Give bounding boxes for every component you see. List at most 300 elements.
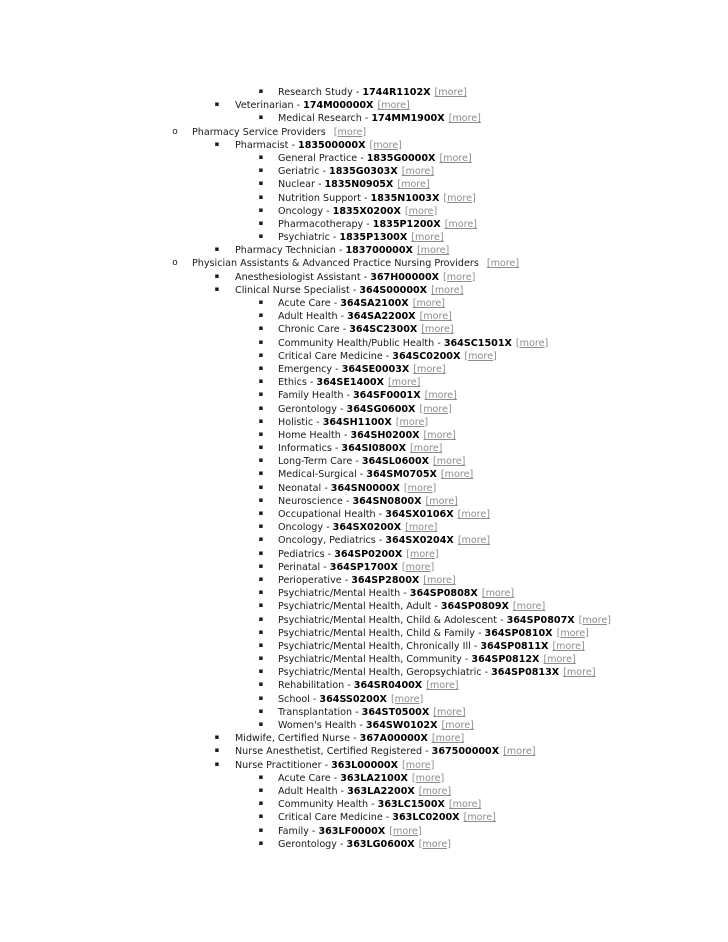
more-link[interactable]: [more] xyxy=(563,667,596,679)
taxonomy-code: 363LA2100X xyxy=(340,772,408,784)
taxonomy-item xyxy=(0,811,728,824)
item-name: Transplantation xyxy=(278,706,353,718)
item-text: Community Health - 363LC1500X [more] xyxy=(278,799,482,811)
more-link[interactable]: [more] xyxy=(404,205,438,217)
taxonomy-item xyxy=(0,482,728,495)
item-name: General Practice xyxy=(278,152,358,164)
taxonomy-code: 363LG0600X xyxy=(346,838,415,850)
item-name: Community Health/Public Health xyxy=(278,337,435,349)
square-bullet-icon: ▪ xyxy=(258,614,264,623)
taxonomy-code: 364SP0812X xyxy=(471,654,540,666)
more-link[interactable]: [more] xyxy=(448,799,482,811)
taxonomy-code: 364SN0000X xyxy=(330,482,400,494)
taxonomy-item xyxy=(0,732,728,745)
more-link[interactable]: [more] xyxy=(464,350,497,362)
taxonomy-code: 1744R1102X xyxy=(362,87,431,98)
taxonomy-item xyxy=(0,706,728,719)
item-name: Long-Term Care xyxy=(278,456,353,468)
square-bullet-icon: ▪ xyxy=(258,311,264,320)
taxonomy-item xyxy=(0,495,728,508)
taxonomy-item xyxy=(0,759,728,772)
square-bullet-icon: ▪ xyxy=(258,377,264,386)
square-bullet-icon: ▪ xyxy=(258,443,264,452)
square-bullet-icon: ▪ xyxy=(258,838,264,847)
item-text: School - 364SS0200X [more] xyxy=(278,693,424,705)
item-text: Transplantation - 364ST0500X [more] xyxy=(278,706,466,718)
taxonomy-code: 363LC1500X xyxy=(377,799,445,811)
item-text: Oncology - 364SX0200X [more] xyxy=(278,522,438,534)
square-bullet-icon: ▪ xyxy=(258,825,264,834)
taxonomy-item xyxy=(0,442,728,455)
item-text: Critical Care Medicine - 364SC0200X [more] xyxy=(278,350,497,362)
more-link[interactable]: [more] xyxy=(390,693,424,705)
item-name: Psychiatric/Mental Health, Adult xyxy=(278,601,432,613)
square-bullet-icon: ▪ xyxy=(258,601,264,610)
item-text: Nurse Practitioner - 363L00000X [more] xyxy=(235,759,435,771)
item-name: Pediatrics xyxy=(278,548,325,560)
taxonomy-item xyxy=(0,534,728,547)
square-bullet-icon: ▪ xyxy=(258,205,264,214)
item-name: Gerontology xyxy=(278,403,337,415)
taxonomy-code: 363LA2200X xyxy=(347,785,415,797)
more-link[interactable]: [more] xyxy=(444,218,477,230)
square-bullet-icon: ▪ xyxy=(258,350,264,359)
more-link[interactable]: [more] xyxy=(457,535,491,547)
taxonomy-code: 367A00000X xyxy=(359,733,428,745)
taxonomy-item xyxy=(0,627,728,640)
square-bullet-icon: ▪ xyxy=(258,654,264,663)
taxonomy-item xyxy=(0,337,728,350)
square-bullet-icon: ▪ xyxy=(214,733,220,742)
more-link[interactable]: [more] xyxy=(388,377,421,389)
item-name: Critical Care Medicine xyxy=(278,350,383,362)
item-text: Adult Health - 364SA2200X [more] xyxy=(278,311,452,323)
item-name: Clinical Nurse Specialist xyxy=(235,284,350,296)
more-link[interactable]: [more] xyxy=(552,640,585,652)
taxonomy-item xyxy=(0,838,728,851)
item-text: Holistic - 364SH1100X [more] xyxy=(278,416,429,428)
more-link[interactable]: [more] xyxy=(416,245,450,257)
item-text: Psychiatric/Mental Health, Child & Family - 364SP0810X [more] xyxy=(278,627,589,639)
square-bullet-icon: ▪ xyxy=(258,218,264,227)
taxonomy-item xyxy=(0,416,728,429)
more-link[interactable]: [more] xyxy=(431,284,464,296)
more-link[interactable]: [more] xyxy=(556,627,589,639)
square-bullet-icon: ▪ xyxy=(258,482,264,491)
taxonomy-item xyxy=(0,323,728,336)
item-text: Gerontology - 363LG0600X [more] xyxy=(278,838,451,850)
item-name: Midwife, Certified Nurse xyxy=(235,733,351,745)
item-text: Medical Research - 174MM1900X [more] xyxy=(278,113,481,125)
item-text: Acute Care - 364SA2100X [more] xyxy=(278,298,446,309)
square-bullet-icon: ▪ xyxy=(214,746,220,755)
item-text: Neuroscience - 364SN0800X [more] xyxy=(278,495,458,507)
item-text: Research Study - 1744R1102X [more] xyxy=(278,87,467,98)
taxonomy-item xyxy=(0,600,728,613)
more-link[interactable]: [more] xyxy=(389,825,422,837)
square-bullet-icon: ▪ xyxy=(258,720,264,728)
circle-bullet-icon: o xyxy=(172,258,178,269)
item-name: Perinatal xyxy=(278,561,321,573)
taxonomy-item xyxy=(0,614,728,627)
more-link[interactable]: [more] xyxy=(503,746,536,758)
item-text: Oncology - 1835X0200X [more] xyxy=(278,205,438,217)
square-bullet-icon: ▪ xyxy=(258,113,264,122)
item-text: Pharmacotherapy - 1835P1200X [more] xyxy=(278,218,477,230)
more-link[interactable]: [more] xyxy=(403,482,437,494)
taxonomy-item xyxy=(0,693,728,706)
taxonomy-item xyxy=(0,99,728,112)
more-link[interactable]: [more] xyxy=(433,456,466,468)
more-link[interactable]: [more] xyxy=(481,588,515,600)
item-name: Psychiatric/Mental Health, Community xyxy=(278,654,462,666)
taxonomy-item xyxy=(0,257,728,270)
item-text: Medical-Surgical - 364SM0705X [more] xyxy=(278,469,474,481)
item-name: Gerontology xyxy=(278,838,337,850)
more-link[interactable]: [more] xyxy=(439,152,472,164)
taxonomy-item xyxy=(0,521,728,534)
item-text: Perioperative - 364SP2800X [more] xyxy=(278,574,456,586)
taxonomy-code: 364SR0400X xyxy=(353,680,423,692)
item-text: Nurse Anesthetist, Certified Registered - 367500000X [more] xyxy=(235,746,536,758)
item-text: Psychiatric - 1835P1300X [more] xyxy=(278,232,444,244)
taxonomy-item xyxy=(0,548,728,561)
square-bullet-icon: ▪ xyxy=(258,799,264,808)
taxonomy-code: 364SC2300X xyxy=(349,324,418,336)
more-link[interactable]: [more] xyxy=(441,720,474,731)
taxonomy-item xyxy=(0,798,728,811)
item-name: Pharmacy Technician xyxy=(235,245,336,257)
item-text: General Practice - 1835G0000X [more] xyxy=(278,152,472,164)
taxonomy-item xyxy=(0,271,728,284)
taxonomy-code: 364SL0600X xyxy=(361,456,430,468)
item-name: Rehabilitation xyxy=(278,680,345,692)
item-text: Psychiatric/Mental Health, Geropsychiatric - 364SP0813X [more] xyxy=(278,667,596,679)
more-link[interactable]: [more] xyxy=(515,337,549,349)
taxonomy-item xyxy=(0,297,728,310)
item-text: Oncology, Pediatrics - 364SX0204X [more] xyxy=(278,535,491,547)
taxonomy-item xyxy=(0,350,728,363)
square-bullet-icon: ▪ xyxy=(258,561,264,570)
square-bullet-icon: ▪ xyxy=(258,429,264,438)
item-name: Pharmacist xyxy=(235,139,289,151)
item-name: Women's Health xyxy=(278,720,357,731)
more-link[interactable]: [more] xyxy=(411,232,444,244)
item-name: Neonatal xyxy=(278,482,322,494)
taxonomy-item xyxy=(0,679,728,692)
taxonomy-code: 364ST0500X xyxy=(361,706,430,718)
square-bullet-icon: ▪ xyxy=(258,667,264,676)
taxonomy-code: 364SS0200X xyxy=(319,693,387,705)
item-text: Long-Term Care - 364SL0600X [more] xyxy=(278,456,466,468)
item-text: Psychiatric/Mental Health, Community - 364SP0812X [more] xyxy=(278,654,576,666)
item-name: Oncology, Pediatrics xyxy=(278,535,376,547)
more-link[interactable]: [more] xyxy=(543,654,576,666)
item-name: Psychiatric/Mental Health xyxy=(278,588,401,600)
taxonomy-code: 364SN0800X xyxy=(352,495,422,507)
more-link[interactable]: [more] xyxy=(434,87,467,98)
taxonomy-code: 364SC0200X xyxy=(392,350,461,362)
more-link[interactable]: [more] xyxy=(457,509,490,520)
item-name: Geriatric xyxy=(278,166,320,178)
square-bullet-icon: ▪ xyxy=(258,456,264,465)
taxonomy-code: 364SM0705X xyxy=(366,469,437,481)
taxonomy-code: 364SP2800X xyxy=(351,574,420,586)
item-text: Ethics - 364SE1400X [more] xyxy=(278,377,421,389)
item-name: Psychiatric/Mental Health, Geropsychiatric xyxy=(278,667,482,679)
item-text: Women's Health - 364SW0102X [more] xyxy=(278,720,474,731)
more-link[interactable]: [more] xyxy=(440,469,474,481)
item-name: Research Study xyxy=(278,87,353,98)
more-link[interactable]: [more] xyxy=(369,139,402,151)
taxonomy-item xyxy=(0,231,728,244)
item-text: Nutrition Support - 1835N1003X [more] xyxy=(278,192,476,204)
taxonomy-item xyxy=(0,745,728,758)
taxonomy-code: 363LF0000X xyxy=(318,825,386,837)
item-text: Psychiatric/Mental Health - 364SP0808X [more] xyxy=(278,588,515,600)
more-link[interactable]: [more] xyxy=(433,706,466,718)
more-link[interactable]: [more] xyxy=(401,561,435,573)
item-name: Nurse Anesthetist, Certified Registered xyxy=(235,746,423,758)
taxonomy-code: 364SI0800X xyxy=(341,443,407,455)
item-name: Home Health xyxy=(278,429,341,441)
more-link[interactable]: [more] xyxy=(578,614,611,626)
taxonomy-code: 367H00000X xyxy=(370,271,440,283)
item-name: Neuroscience xyxy=(278,495,343,507)
square-bullet-icon: ▪ xyxy=(258,192,264,201)
taxonomy-code: 364SP1700X xyxy=(329,561,398,573)
taxonomy-item xyxy=(0,574,728,587)
item-text: Rehabilitation - 364SR0400X [more] xyxy=(278,680,459,692)
taxonomy-item xyxy=(0,508,728,521)
square-bullet-icon: ▪ xyxy=(258,390,264,399)
taxonomy-code: 1835G0000X xyxy=(366,152,436,164)
item-name: Occupational Health xyxy=(278,509,376,520)
taxonomy-code: 364SA2200X xyxy=(347,311,416,323)
taxonomy-item xyxy=(0,825,728,838)
taxonomy-item xyxy=(0,587,728,600)
taxonomy-code: 1835N1003X xyxy=(370,192,440,204)
item-name: Nutrition Support xyxy=(278,192,361,204)
more-link[interactable]: [more] xyxy=(443,192,476,204)
taxonomy-item xyxy=(0,561,728,574)
taxonomy-code: 364SH1100X xyxy=(322,416,392,428)
more-link[interactable]: [more] xyxy=(401,166,435,178)
square-bullet-icon: ▪ xyxy=(258,706,264,715)
item-text: Neonatal - 364SN0000X [more] xyxy=(278,482,437,494)
more-link[interactable]: [more] xyxy=(424,390,457,402)
item-text: Psychiatric/Mental Health, Adult - 364SP0809X [more] xyxy=(278,601,546,613)
taxonomy-item xyxy=(0,86,728,99)
square-bullet-icon: ▪ xyxy=(258,232,264,241)
square-bullet-icon: ▪ xyxy=(214,759,220,768)
more-link[interactable]: [more] xyxy=(419,403,452,415)
item-text: Clinical Nurse Specialist - 364S00000X [more] xyxy=(235,284,464,296)
more-link[interactable]: [more] xyxy=(418,785,452,797)
item-name: Veterinarian xyxy=(235,100,294,112)
square-bullet-icon: ▪ xyxy=(258,812,264,821)
item-name: Perioperative xyxy=(278,574,342,586)
item-name: Community Health xyxy=(278,799,369,811)
square-bullet-icon: ▪ xyxy=(258,680,264,689)
square-bullet-icon: ▪ xyxy=(214,100,220,109)
taxonomy-item xyxy=(0,666,728,679)
taxonomy-code: 183500000X xyxy=(298,139,366,151)
more-link[interactable]: [more] xyxy=(421,324,454,336)
more-link[interactable]: [more] xyxy=(411,772,445,784)
square-bullet-icon: ▪ xyxy=(258,298,264,306)
item-name: Acute Care xyxy=(278,298,331,309)
more-link[interactable]: [more] xyxy=(377,100,410,112)
taxonomy-code: 364SP0200X xyxy=(334,548,403,560)
taxonomy-item xyxy=(0,389,728,402)
square-bullet-icon: ▪ xyxy=(258,535,264,544)
taxonomy-code: 174M00000X xyxy=(303,100,374,112)
taxonomy-item xyxy=(0,772,728,785)
taxonomy-code: 364SE1400X xyxy=(316,377,384,389)
item-text: Midwife, Certified Nurse - 367A00000X [more] xyxy=(235,733,465,745)
taxonomy-code: 364SX0200X xyxy=(332,522,402,534)
item-name: Adult Health xyxy=(278,785,338,797)
item-text: Gerontology - 364SG0600X [more] xyxy=(278,403,452,415)
item-text: Anesthesiologist Assistant - 367H00000X [more] xyxy=(235,271,476,283)
taxonomy-code: 364SP0811X xyxy=(480,640,549,652)
square-bullet-icon: ▪ xyxy=(258,337,264,346)
item-name: Family Health xyxy=(278,390,344,402)
item-name: Family xyxy=(278,825,309,837)
taxonomy-code: 364SE0003X xyxy=(341,363,410,375)
taxonomy-code: 364SX0204X xyxy=(385,535,454,547)
square-bullet-icon: ▪ xyxy=(258,416,264,425)
more-link[interactable]: [more] xyxy=(402,759,435,771)
taxonomy-item xyxy=(0,244,728,257)
taxonomy-code: 367500000X xyxy=(431,746,500,758)
item-text: Home Health - 364SH0200X [more] xyxy=(278,429,456,441)
taxonomy-item xyxy=(0,126,728,139)
square-bullet-icon: ▪ xyxy=(258,574,264,583)
circle-bullet-icon: o xyxy=(172,126,178,137)
square-bullet-icon: ▪ xyxy=(258,495,264,504)
taxonomy-code: 364SP0813X xyxy=(491,667,560,679)
item-name: Psychiatric xyxy=(278,232,330,244)
item-name: Oncology xyxy=(278,522,324,534)
taxonomy-code: 183700000X xyxy=(345,245,413,257)
taxonomy-code: 364SP0810X xyxy=(484,627,553,639)
square-bullet-icon: ▪ xyxy=(258,640,264,649)
square-bullet-icon: ▪ xyxy=(258,548,264,557)
more-link[interactable]: [more] xyxy=(426,680,459,692)
square-bullet-icon: ▪ xyxy=(258,785,264,794)
more-link[interactable]: [more] xyxy=(423,429,456,441)
more-link[interactable]: [more] xyxy=(413,363,446,375)
item-text: Geriatric - 1835G0303X [more] xyxy=(278,166,435,178)
item-text: Pharmacist - 183500000X [more] xyxy=(235,139,402,151)
item-name: Psychiatric/Mental Health, Chronically Ill xyxy=(278,640,471,652)
more-link[interactable]: [more] xyxy=(418,838,451,850)
taxonomy-code: 364S00000X xyxy=(359,284,428,296)
more-link[interactable]: [more] xyxy=(443,271,476,283)
square-bullet-icon: ▪ xyxy=(258,166,264,175)
square-bullet-icon: ▪ xyxy=(258,772,264,781)
taxonomy-code: 364SF0001X xyxy=(353,390,421,402)
taxonomy-code: 1835P1200X xyxy=(372,218,441,230)
item-name: Adult Health xyxy=(278,311,338,323)
square-bullet-icon: ▪ xyxy=(258,469,264,478)
taxonomy-code: 1835G0303X xyxy=(329,166,398,178)
taxonomy-item xyxy=(0,719,728,732)
item-name: Medical Research xyxy=(278,113,362,125)
item-name: Critical Care Medicine xyxy=(278,812,383,824)
more-link[interactable]: [more] xyxy=(419,311,452,323)
taxonomy-item xyxy=(0,785,728,798)
item-text: Occupational Health - 364SX0106X [more] xyxy=(278,509,490,520)
taxonomy-item xyxy=(0,152,728,165)
taxonomy-item xyxy=(0,640,728,653)
square-bullet-icon: ▪ xyxy=(258,509,264,517)
item-name: Nurse Practitioner xyxy=(235,759,322,771)
more-link[interactable]: [more] xyxy=(486,258,520,270)
taxonomy-item xyxy=(0,112,728,125)
taxonomy-code: 1835N0905X xyxy=(324,179,394,191)
taxonomy-outline xyxy=(0,86,728,851)
more-link[interactable]: [more] xyxy=(431,733,465,745)
more-link[interactable]: [more] xyxy=(448,113,481,125)
item-name: Nuclear xyxy=(278,179,315,191)
more-link[interactable]: [more] xyxy=(397,179,430,191)
more-link[interactable]: [more] xyxy=(333,126,367,138)
square-bullet-icon: ▪ xyxy=(258,179,264,188)
more-link[interactable]: [more] xyxy=(406,548,439,560)
square-bullet-icon: ▪ xyxy=(214,139,220,148)
more-link[interactable]: [more] xyxy=(463,812,496,824)
item-name: Emergency xyxy=(278,363,333,375)
item-text: Informatics - 364SI0800X [more] xyxy=(278,443,443,455)
taxonomy-item xyxy=(0,653,728,666)
taxonomy-code: 364SX0106X xyxy=(385,509,454,520)
more-link[interactable]: [more] xyxy=(405,522,438,534)
square-bullet-icon: ▪ xyxy=(258,363,264,372)
square-bullet-icon: ▪ xyxy=(258,693,264,702)
more-link[interactable]: [more] xyxy=(423,574,456,586)
item-text: Chronic Care - 364SC2300X [more] xyxy=(278,324,454,336)
more-link[interactable]: [more] xyxy=(512,601,546,613)
square-bullet-icon: ▪ xyxy=(258,324,264,333)
item-name: Acute Care xyxy=(278,772,331,784)
taxonomy-code: 364SP0809X xyxy=(440,601,509,613)
taxonomy-code: 364SC1501X xyxy=(443,337,512,349)
taxonomy-item xyxy=(0,468,728,481)
taxonomy-code: 364SA2100X xyxy=(340,298,409,309)
taxonomy-item xyxy=(0,139,728,152)
more-link[interactable]: [more] xyxy=(412,298,446,309)
taxonomy-code: 1835P1300X xyxy=(339,232,408,244)
item-name: Informatics xyxy=(278,443,332,455)
taxonomy-item xyxy=(0,376,728,389)
more-link[interactable]: [more] xyxy=(395,416,429,428)
item-text: Community Health/Public Health - 364SC1501X [more] xyxy=(278,337,549,349)
item-text: Perinatal - 364SP1700X [more] xyxy=(278,561,435,573)
item-text: Family - 363LF0000X [more] xyxy=(278,825,422,837)
item-name: Psychiatric/Mental Health, Child & Adolescent xyxy=(278,614,498,626)
taxonomy-item xyxy=(0,205,728,218)
square-bullet-icon: ▪ xyxy=(258,522,264,531)
item-name: Anesthesiologist Assistant xyxy=(235,271,361,283)
square-bullet-icon: ▪ xyxy=(214,284,220,293)
item-text: Psychiatric/Mental Health, Chronically Ill - 364SP0811X [more] xyxy=(278,640,585,652)
more-link[interactable]: [more] xyxy=(425,495,458,507)
taxonomy-item xyxy=(0,218,728,231)
more-link[interactable]: [more] xyxy=(410,443,443,455)
